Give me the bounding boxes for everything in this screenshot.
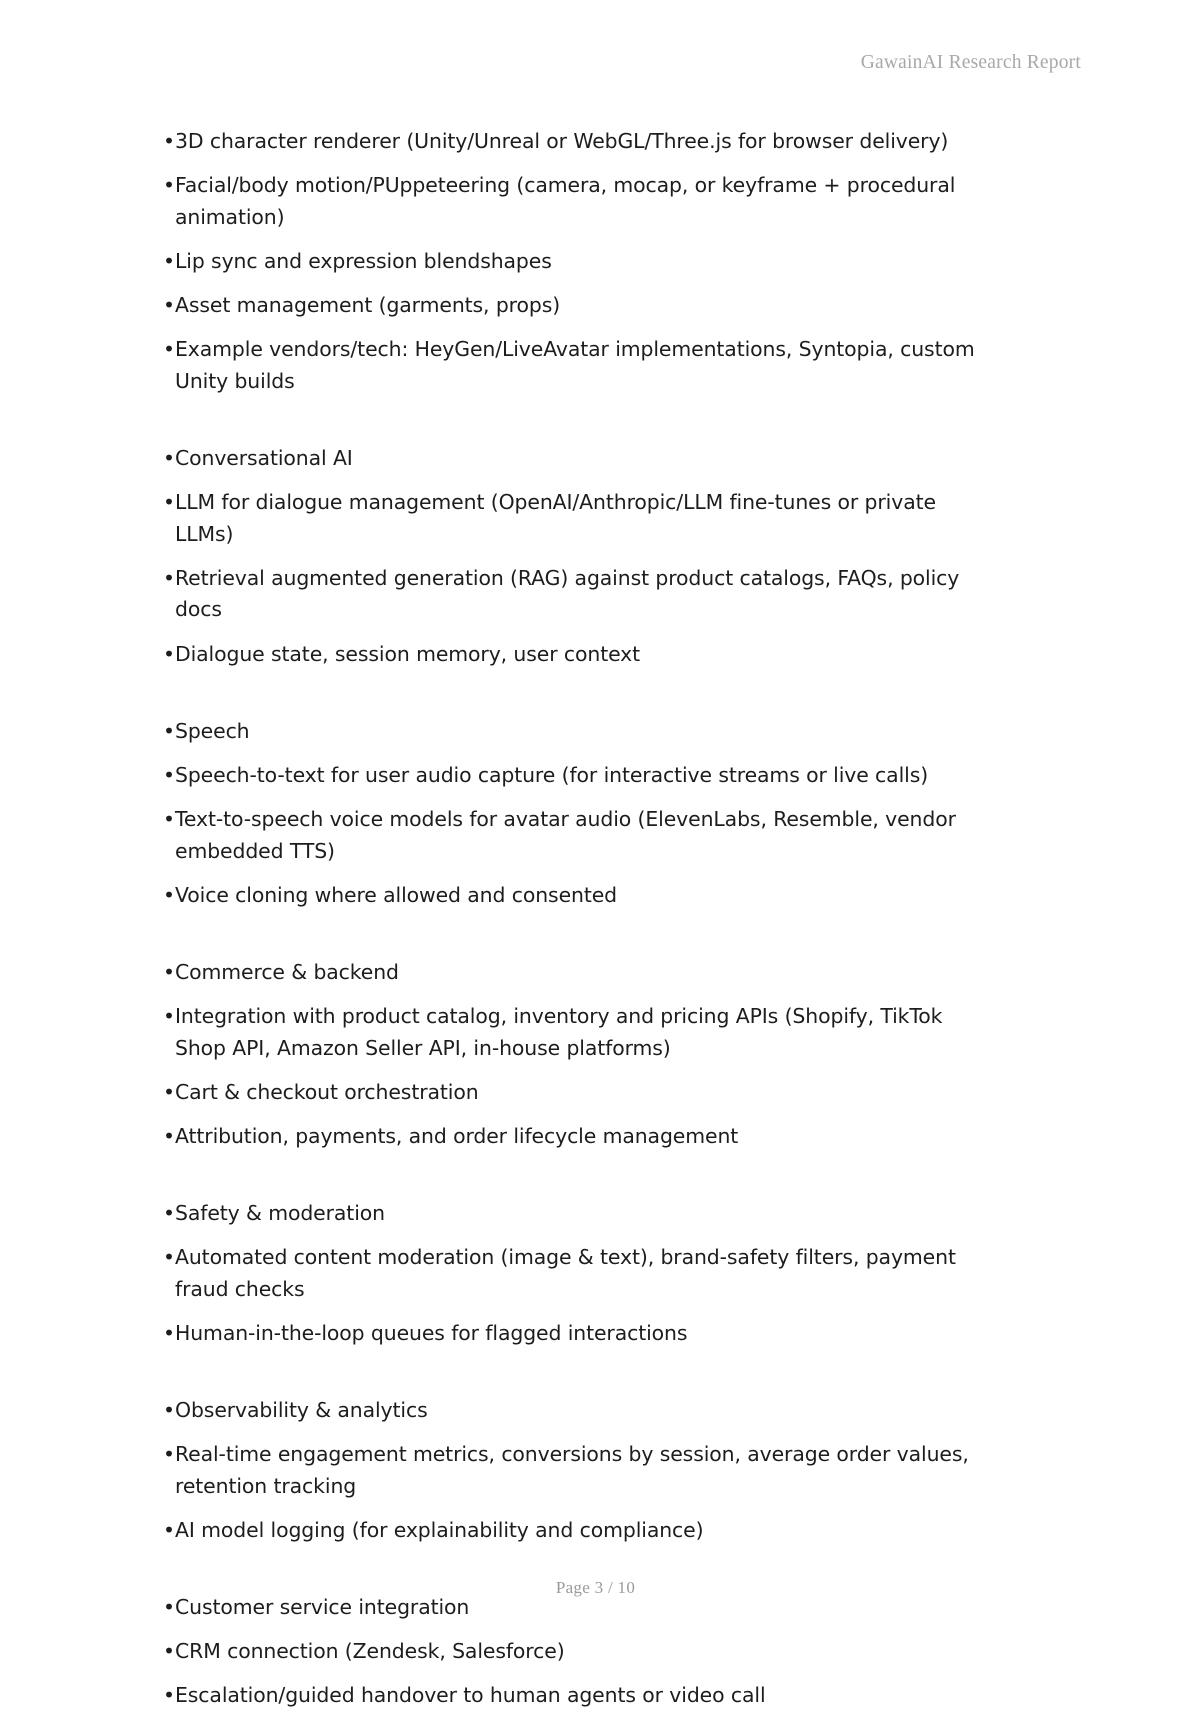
- bullet-marker-icon: •: [163, 445, 175, 470]
- list-item-text: Integration with product catalog, inventory and pricing APIs (Shopify, TikTok Shop API, Amazon Seller API, in-house platforms): [175, 1003, 943, 1060]
- bullet-marker-icon: •: [163, 959, 175, 984]
- group-spacer: [163, 683, 975, 716]
- bullet-marker-icon: •: [163, 1200, 175, 1225]
- list-item: [163, 1198, 975, 1230]
- list-item: [163, 1636, 975, 1668]
- list-item: [163, 760, 975, 792]
- bullet-group: [163, 1395, 975, 1547]
- bullet-marker-icon: •: [163, 1639, 175, 1663]
- list-item: [163, 487, 975, 550]
- list-item: [163, 1121, 975, 1153]
- list-item: [163, 1077, 975, 1109]
- bullet-group: [163, 1592, 975, 1712]
- list-item-text: 3D character renderer (Unity/Unreal or WebGL/Three.js for browser delivery): [175, 129, 949, 153]
- list-item: [163, 716, 975, 748]
- bullet-marker-icon: •: [163, 129, 175, 153]
- list-item: [163, 1515, 975, 1547]
- bullet-marker-icon: •: [163, 565, 175, 590]
- list-item-text: Speech-to-text for user audio capture (for interactive streams or live calls): [175, 762, 929, 787]
- list-item-text: Example vendors/tech: HeyGen/LiveAvatar implementations, Syntopia, custom Unity builds: [175, 337, 975, 393]
- group-spacer: [163, 1165, 975, 1198]
- list-item: [163, 290, 975, 322]
- bullet-marker-icon: •: [163, 1594, 175, 1619]
- list-item: [163, 1395, 975, 1427]
- list-item-text: Cart & checkout orchestration: [175, 1079, 479, 1104]
- list-item: [163, 443, 975, 475]
- page-body: [163, 126, 975, 1724]
- list-item-text: Attribution, payments, and order lifecycle management: [175, 1123, 739, 1148]
- list-item-text: Retrieval augmented generation (RAG) against product catalogs, FAQs, policy docs: [175, 565, 960, 622]
- page-footer: Page 3 / 10: [555, 1578, 636, 1597]
- bullet-marker-icon: •: [163, 1442, 175, 1466]
- bullet-marker-icon: •: [163, 337, 175, 362]
- list-item: [163, 334, 975, 397]
- list-item-text: Customer service integration: [175, 1594, 470, 1619]
- group-spacer: [163, 410, 975, 443]
- bullet-marker-icon: •: [163, 806, 175, 831]
- bullet-marker-icon: •: [163, 248, 175, 273]
- list-item-text: Real-time engagement metrics, conversions by session, average order values, retention tracking: [175, 1442, 969, 1498]
- bullet-group: [163, 126, 975, 397]
- list-item: [163, 1680, 975, 1712]
- list-item: [163, 126, 975, 158]
- bullet-marker-icon: •: [163, 762, 175, 787]
- bullet-marker-icon: •: [163, 1517, 175, 1542]
- bullet-marker-icon: •: [163, 173, 175, 198]
- bullet-group: [163, 1198, 975, 1350]
- list-item: [163, 1439, 975, 1502]
- list-item: [163, 170, 975, 233]
- list-item-text: Facial/body motion/PUppeteering (camera, mocap, or keyframe + procedural animation): [175, 173, 956, 229]
- list-item-text: Observability & analytics: [175, 1397, 428, 1422]
- list-item-text: Voice cloning where allowed and consented: [175, 882, 618, 907]
- bullet-marker-icon: •: [163, 1397, 175, 1422]
- bullet-marker-icon: •: [163, 1320, 175, 1345]
- list-item-text: Asset management (garments, props): [175, 293, 561, 317]
- bullet-marker-icon: •: [163, 882, 175, 907]
- group-spacer: [163, 1362, 975, 1395]
- list-item-text: Text-to-speech voice models for avatar audio (ElevenLabs, Resemble, vendor embedded TTS): [175, 806, 956, 863]
- bullet-groups: [163, 126, 975, 1712]
- bullet-marker-icon: •: [163, 1079, 175, 1104]
- list-item-text: Dialogue state, session memory, user context: [175, 641, 641, 666]
- list-item: [163, 1001, 975, 1064]
- list-item-text: Lip sync and expression blendshapes: [175, 248, 552, 273]
- list-item-text: Speech: [175, 718, 250, 743]
- bullet-marker-icon: •: [163, 718, 175, 743]
- bullet-marker-icon: •: [163, 1003, 175, 1028]
- list-item-text: Commerce & backend: [175, 959, 399, 984]
- bullet-marker-icon: •: [163, 1683, 175, 1708]
- bullet-marker-icon: •: [163, 293, 175, 317]
- list-item: [163, 246, 975, 278]
- bullet-group: [163, 716, 975, 912]
- bullet-marker-icon: •: [163, 1245, 175, 1269]
- list-item-text: Automated content moderation (image & text), brand-safety filters, payment fraud checks: [175, 1245, 956, 1301]
- bullet-marker-icon: •: [163, 490, 175, 514]
- list-item-text: LLM for dialogue management (OpenAI/Anthropic/LLM fine-tunes or private LLMs): [175, 490, 936, 546]
- bullet-group: [163, 957, 975, 1153]
- bullet-marker-icon: •: [163, 641, 175, 666]
- bullet-group: [163, 443, 975, 670]
- list-item-text: Safety & moderation: [175, 1200, 385, 1225]
- list-item: [163, 639, 975, 671]
- group-spacer: [163, 924, 975, 957]
- list-item-text: AI model logging (for explainability and compliance): [175, 1517, 704, 1542]
- list-item: [163, 957, 975, 989]
- list-item: [163, 880, 975, 912]
- list-item: [163, 804, 975, 867]
- list-item: [163, 1318, 975, 1350]
- list-item: [163, 563, 975, 626]
- list-item-text: CRM connection (Zendesk, Salesforce): [175, 1639, 565, 1663]
- list-item-text: Escalation/guided handover to human agents or video call: [175, 1683, 766, 1708]
- list-item: [163, 1242, 975, 1305]
- list-item-text: Conversational AI: [175, 445, 353, 470]
- bullet-marker-icon: •: [163, 1123, 175, 1148]
- running-header: GawainAI Research Report: [860, 52, 1081, 73]
- list-item-text: Human-in-the-loop queues for flagged interactions: [175, 1320, 688, 1345]
